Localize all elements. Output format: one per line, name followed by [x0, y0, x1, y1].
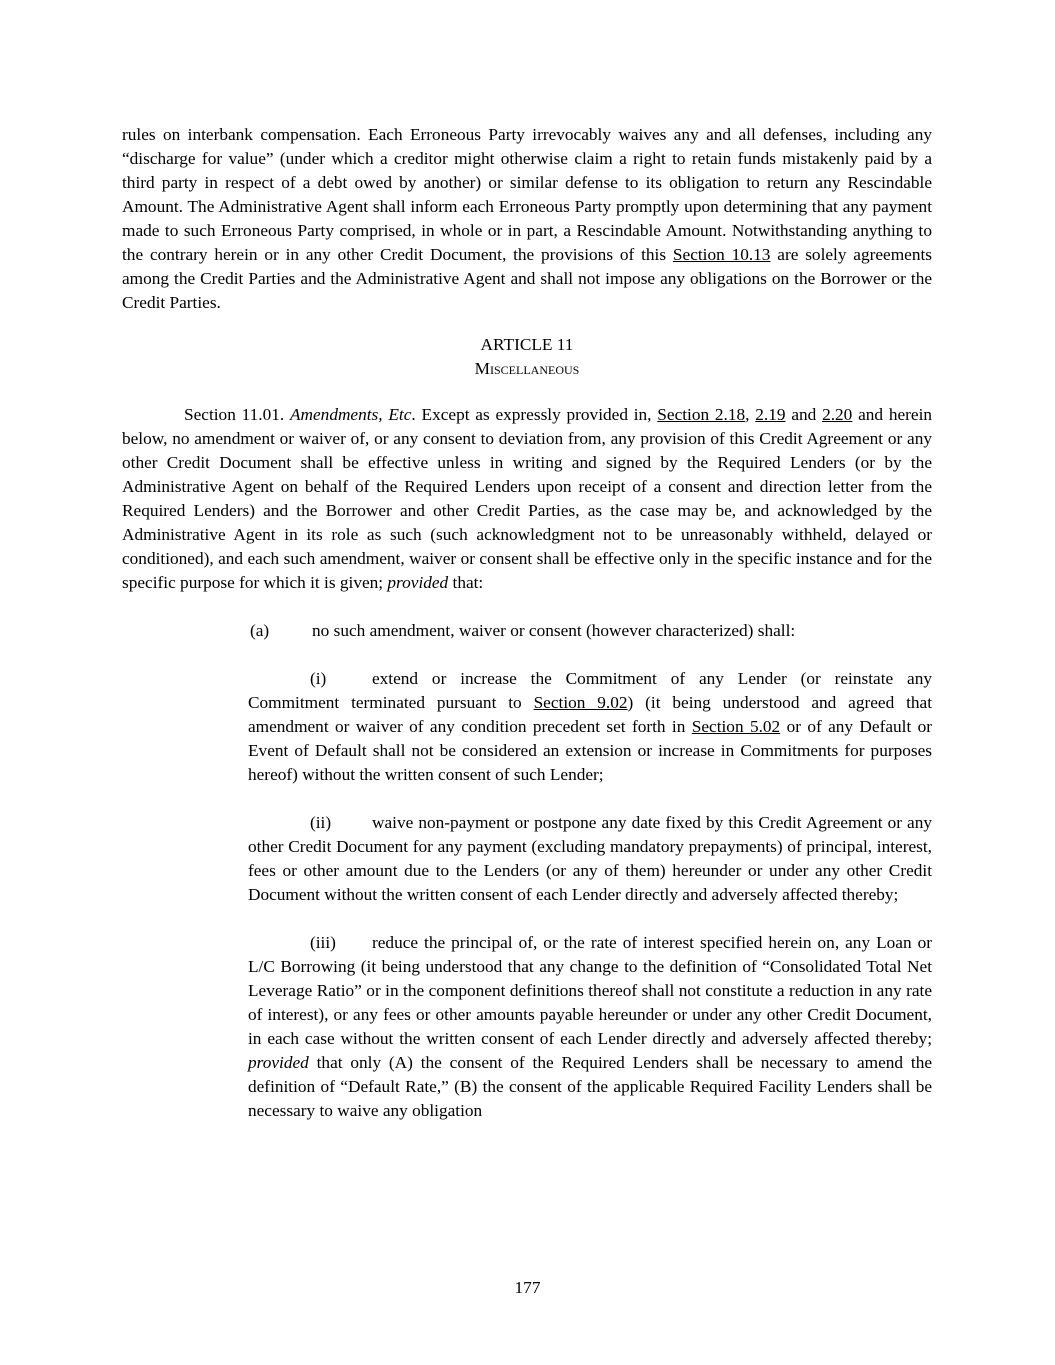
clause-ii [248, 811, 932, 907]
text-segment: ) (it being understood and agreed that amendment or waiver of any condition precedent set forth in [248, 693, 932, 736]
article-11-subtitle: Miscellaneous [474, 359, 580, 378]
text-segment: are solely agreements among the Credit Parties and the Administrative Agent and shall not impose any obligations on the Borrower or the Credit Parties. [122, 245, 932, 312]
document-content [122, 123, 932, 1147]
text-segment: , [745, 405, 756, 424]
article-11-heading [122, 333, 932, 381]
clause-iii [248, 931, 932, 1123]
text-segment: provided [387, 573, 449, 592]
clause-i [248, 667, 932, 787]
clause-a-marker: (a) [250, 621, 270, 640]
text-segment: Amendments, Etc [289, 405, 412, 424]
text-segment: or of any Default or Event of Default shall not be considered an extension or increase in Commitments for purposes hereof) without the written consent of such Lender; [248, 717, 933, 784]
text-segment: that: [448, 573, 484, 592]
text-segment: . Except as expressly provided in, [411, 405, 658, 424]
clause-i-marker: (i) [310, 669, 327, 688]
text-segment: no such amendment, waiver or consent (however characterized) shall: [312, 621, 796, 640]
text-segment: and herein below, no amendment or waiver of, or any consent to deviation from, any provision of this Credit Agreement or any other Credit Document shall be effective unless in writing and signed by the Required Lenders (or by the Administrative Agent on behalf of the Required Lenders upon receipt of a consent and direction letter from the Required Lenders) and the Borrower and other Credit Parties, as the case may be, and acknowledged by the Administrative Agent in its role as such (such acknowledgment not to be unreasonably withheld, delayed or conditioned), and each such amendment, waiver or consent shall be effective only in the specific instance and for the specific purpose for which it is given; [122, 405, 933, 592]
text-segment: that only (A) the consent of the Required Lenders shall be necessary to amend the definition of “Default Rate,” (B) the consent of the applicable Required Facility Lenders shall be necessary to waive any obligation [248, 1053, 932, 1120]
paragraph-interbank-compensation [122, 123, 932, 315]
section-reference: Section 9.02 [533, 693, 628, 712]
paragraph-section-11-01 [122, 403, 932, 595]
clause-iii-marker: (iii) [310, 933, 336, 952]
text-segment: provided [248, 1053, 309, 1072]
text-segment: rules on interbank compensation. Each Erroneous Party irrevocably waives any and all defenses, including any “discharge for value” (under which a creditor might otherwise claim a right to retain funds mistakenly paid by a third party in respect of a debt owed by another) or similar defense to its obligation to return any Rescindable Amount. The Administrative Agent shall inform each Erroneous Party promptly upon determining that any payment made to such Erroneous Party comprised, in whole or in part, a Rescindable Amount. Notwithstanding anything to the contrary herein or in any other Credit Document, the provisions of this [122, 125, 932, 264]
article-11-title: ARTICLE 11 [480, 335, 574, 354]
section-reference: Section 2.18 [657, 405, 746, 424]
text-segment: reduce the principal of, or the rate of interest specified herein on, any Loan or L/C Borrowing (it being understood that any change to the definition of “Consolidated Total Net Leverage Ratio” or in the component definitions thereof shall not constitute a reduction in any rate of interest), or any fees or other amounts payable hereunder or under any other Credit Document, in each case without the written consent of each Lender directly and adversely affected thereby; [248, 933, 932, 1048]
clause-a [250, 619, 932, 643]
text-segment: waive non-payment or postpone any date fixed by this Credit Agreement or any other Credit Document for any payment (excluding mandatory prepayments) of principal, interest, fees or other amount due to the Lenders (or any of them) hereunder or under any other Credit Document without the written consent of each Lender directly and adversely affected thereby; [248, 813, 932, 904]
text-segment: Section 11.01. [184, 405, 290, 424]
clause-iii-text [248, 933, 932, 1120]
section-reference: 2.19 [755, 405, 786, 424]
section-reference: Section 10.13 [672, 245, 771, 264]
section-reference: Section 5.02 [691, 717, 781, 736]
text-segment: extend or increase the Commitment of any Lender (or reinstate any Commitment terminated pursuant to [248, 669, 932, 712]
section-reference: 2.20 [822, 405, 853, 424]
clause-ii-marker: (ii) [310, 813, 332, 832]
text-segment: and [785, 405, 823, 424]
clause-a-text [312, 621, 795, 640]
page-number: 177 [514, 1278, 541, 1297]
